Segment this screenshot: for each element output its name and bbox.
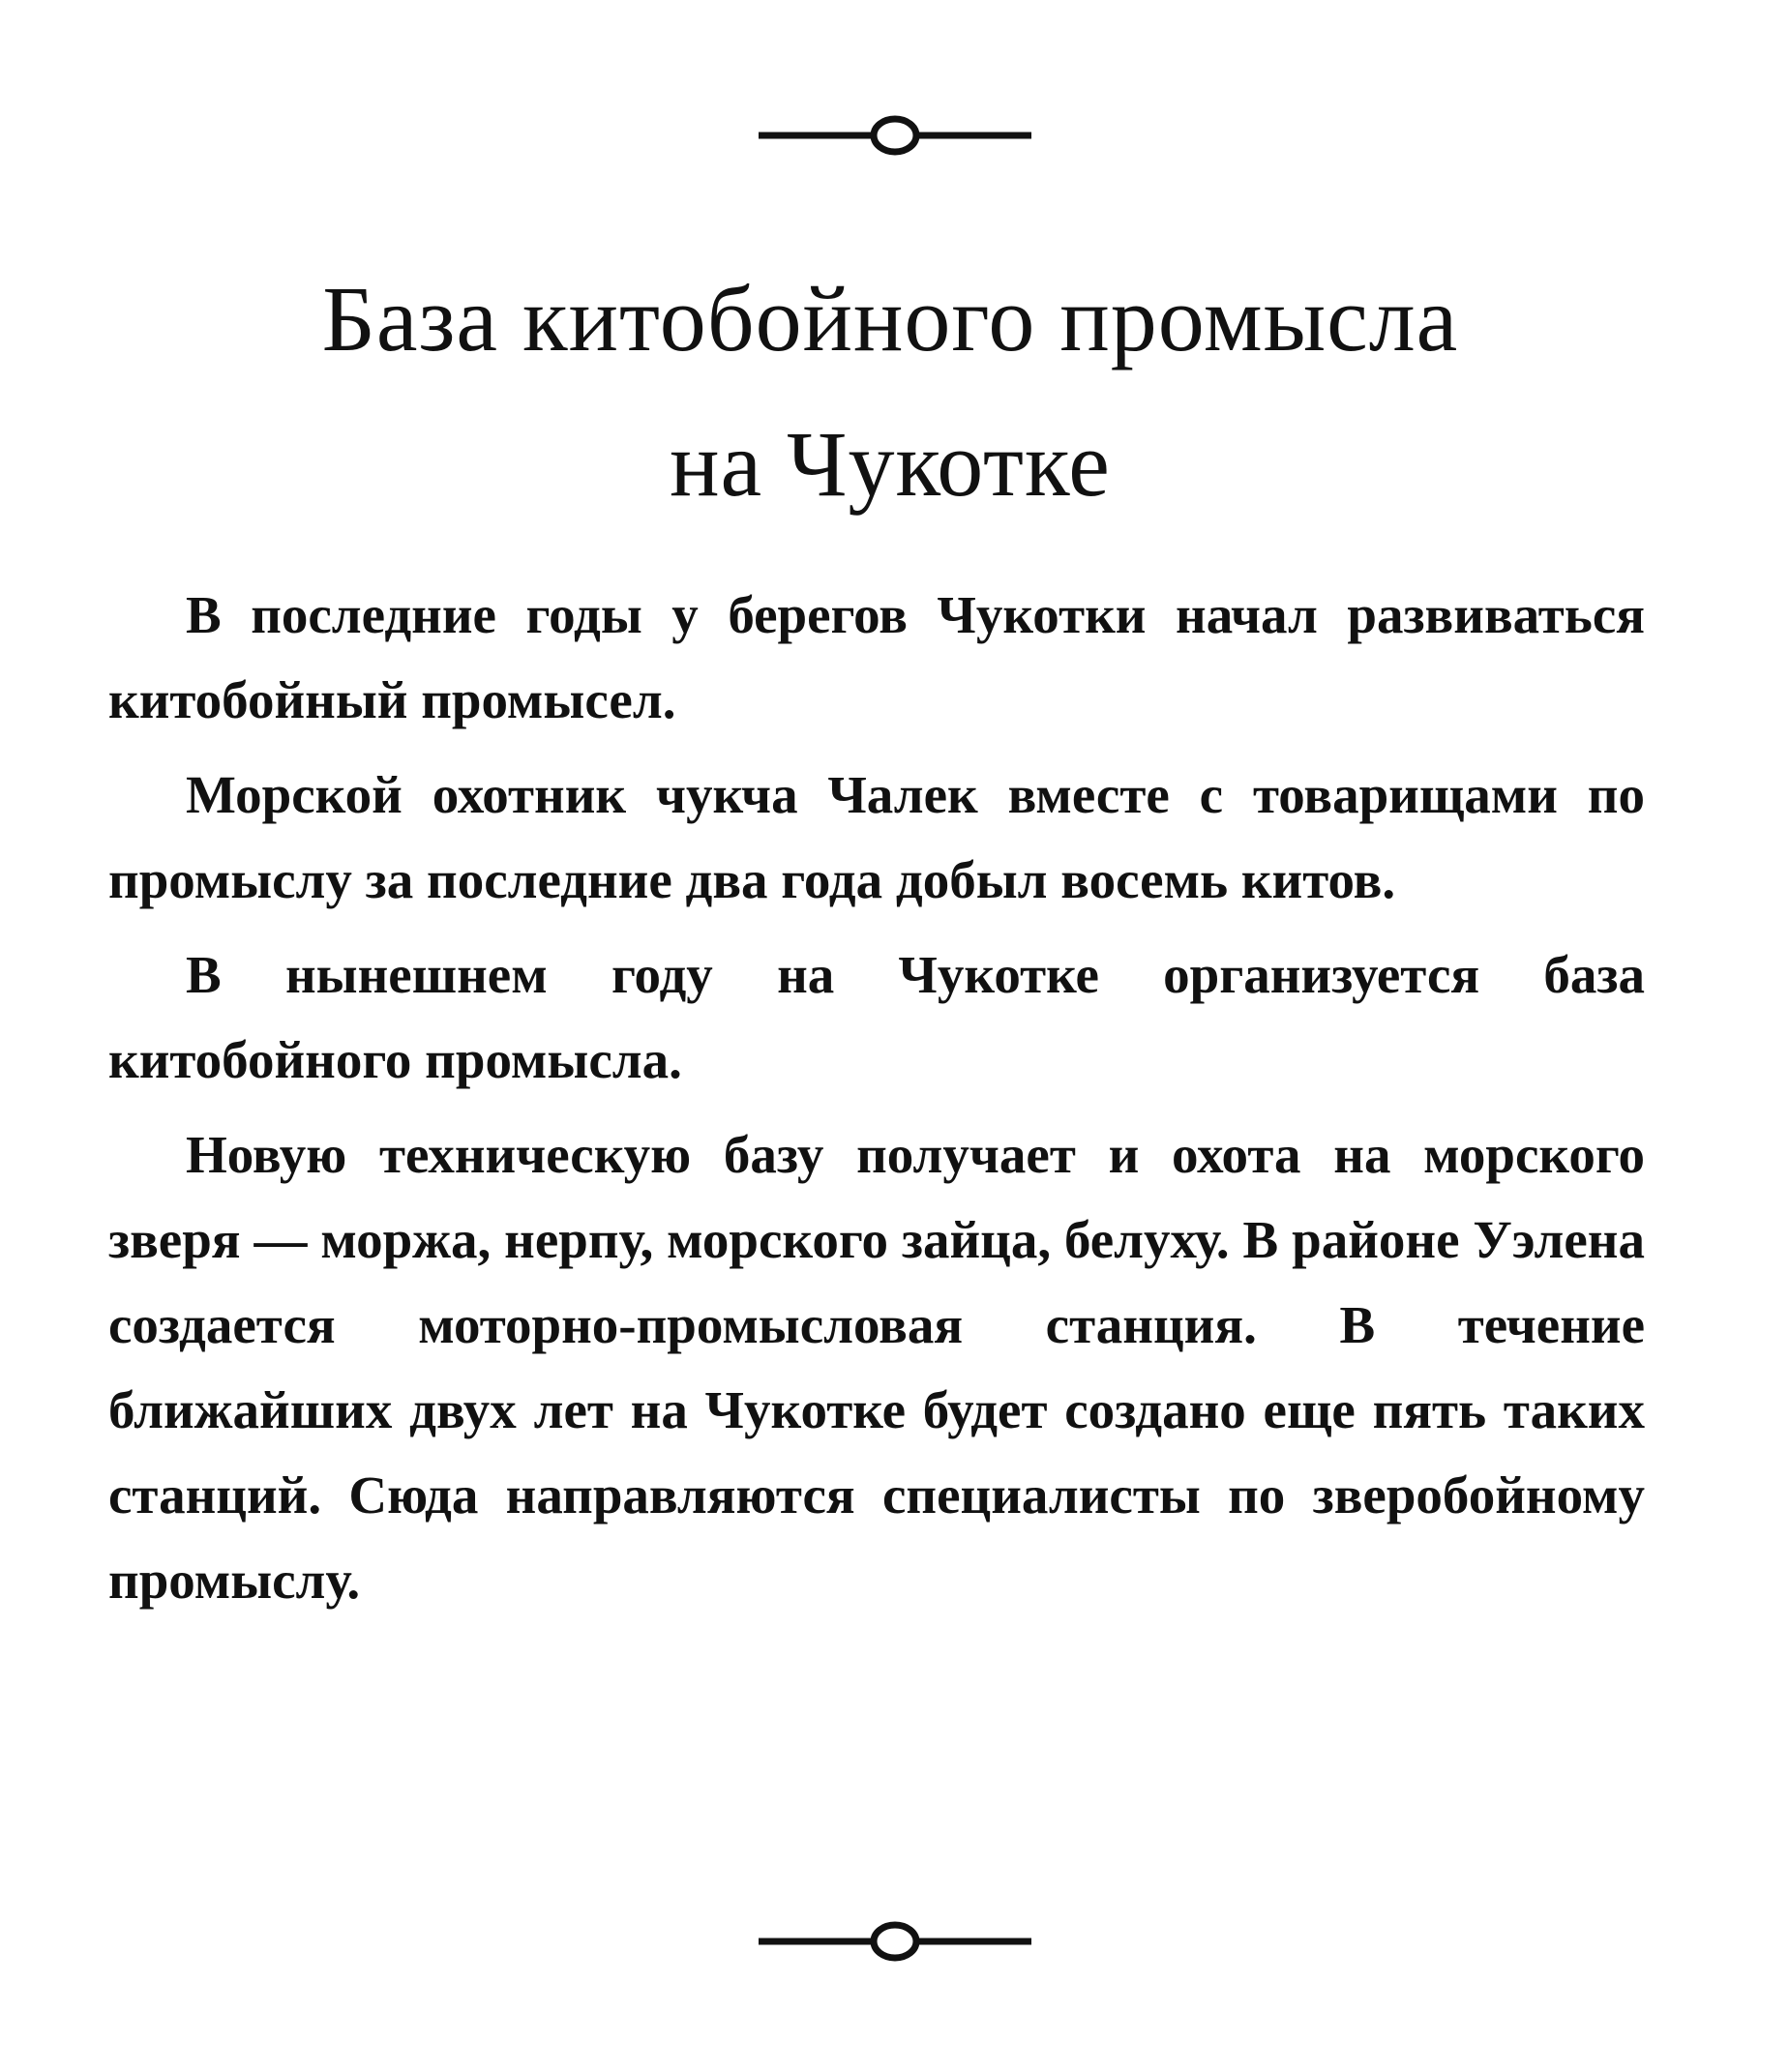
article-paragraph-3: В нынешнем году на Чукотке организуется база китобойного промысла. [108, 945, 1645, 1089]
separator-ornament-icon [755, 1920, 1035, 1963]
article-paragraph-1: В последние годы у берегов Чукотки начал развиваться китобойный промысел. [108, 585, 1645, 729]
article-paragraph-4: Новую техническую базу получает и охота на морского зверя — моржа, нерпу, морского зайца, белуху. В районе Уэлена создается моторно-промысловая станция. В течение ближайших двух лет на Чукотке будет создано еще пять таких станций. Сюда направляются специалисты по зверобойному промыслу. [108, 1125, 1645, 1610]
article-headline [145, 247, 1635, 537]
separator-ornament-icon [755, 114, 1035, 157]
article-body [108, 573, 1645, 1633]
article-paragraph-2: Морской охотник чукча Чалек вместе с товарищами по промыслу за последние два года добыл восемь китов. [108, 765, 1645, 909]
bottom-separator [0, 1920, 1789, 1963]
top-separator [0, 114, 1789, 157]
headline-line-2: на Чукотке [670, 412, 1111, 516]
headline-line-1: База китобойного промысла [321, 267, 1459, 370]
